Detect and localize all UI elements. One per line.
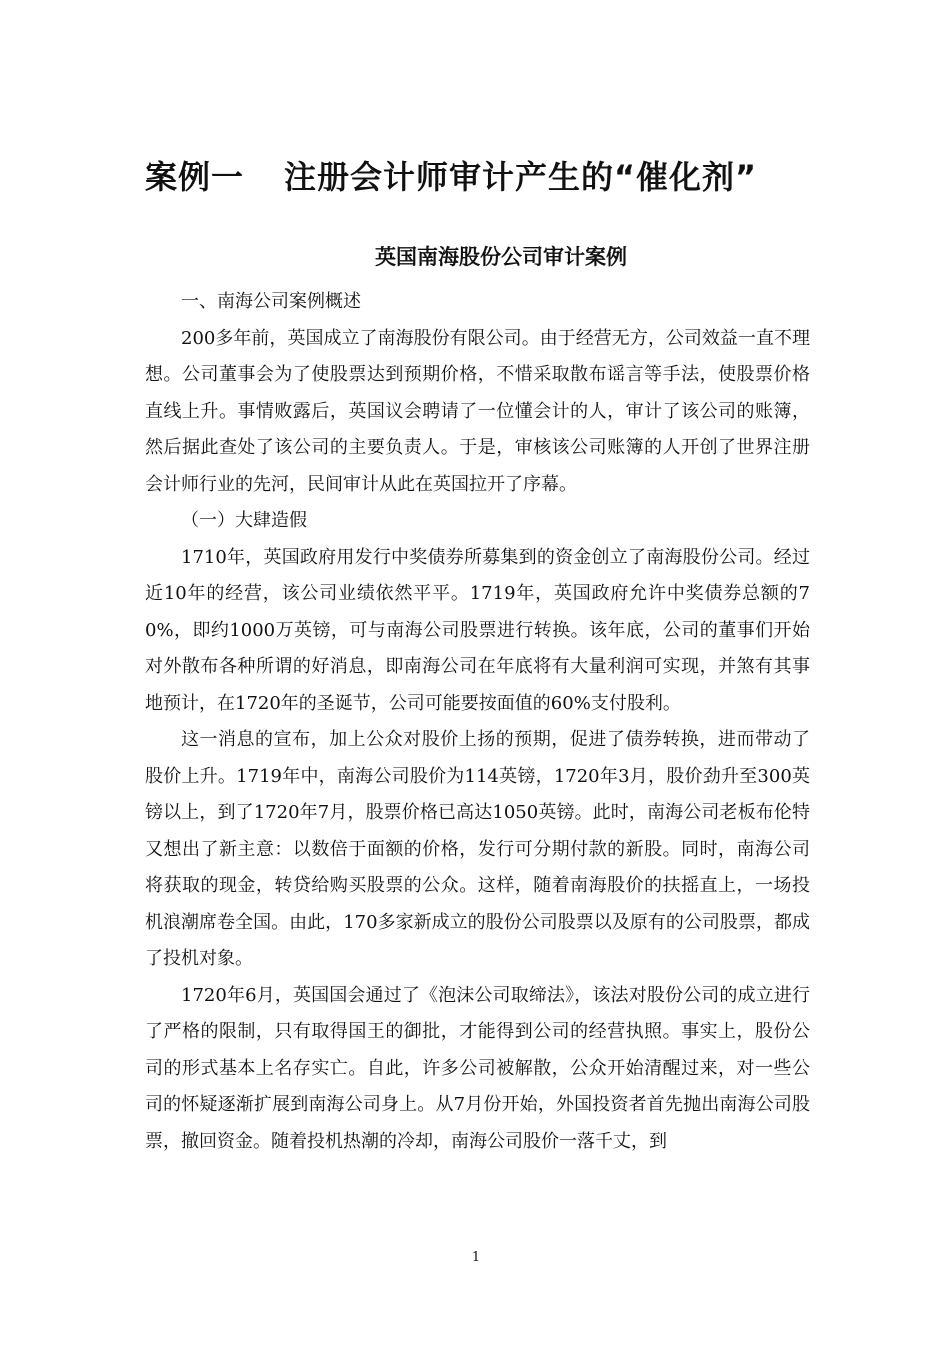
subsection-heading: （一）大肆造假 <box>181 510 307 531</box>
paragraph: 1720年6月，英国国会通过了《泡沫公司取缔法》，该法对股份公司的成立进行了严格的限制，只有取得国王的御批，才能得到公司的经营执照。事实上，股份公司的形式基本上名存实亡。自此，许多公司被解散，公众开始清醒过来，对一些公司的怀疑逐渐扩展到南海公司身上。从7月份开始，外国投资者首先抛出南海公司股票，撤回资金。随着投机热潮的冷却，南海公司股价一落千丈，到 <box>145 984 810 1152</box>
chapter-title: 注册会计师审计产生的“催化剂” <box>284 158 758 196</box>
chapter-label: 案例一 <box>145 158 245 196</box>
chapter-heading <box>145 152 757 198</box>
section-heading-overview: 一、南海公司案例概述 <box>181 291 361 312</box>
case-title: 英国南海股份公司审计案例 <box>375 245 627 269</box>
paragraph: 200多年前，英国成立了南海股份有限公司。由于经营无方，公司效益一直不理想。公司董事会为了使股票达到预期价格，不惜采取散布谣言等手法，使股票价格直线上升。事情败露后，英国议会聘请了一位懂会计的人，审计了该公司的账簿，然后据此查处了该公司的主要负责人。于是，审核该公司账簿的人开创了世界注册会计师行业的先河，民间审计从此在英国拉开了序幕。 <box>145 327 810 495</box>
paragraph: 这一消息的宣布，加上公众对股价上扬的预期，促进了债券转换，进而带动了股价上升。1719年中，南海公司股价为114英镑，1720年3月，股价劲升至300英镑以上，到了1720年7月，股票价格已高达1050英镑。此时，南海公司老板布伦特又想出了新主意：以数倍于面额的价格，发行可分期付款的新股。同时，南海公司将获取的现金，转贷给购买股票的公众。这样，随着南海股价的扶摇直上，一场投机浪潮席卷全国。由此，170多家新成立的股份公司股票以及原有的公司股票，都成了投机对象。 <box>145 729 810 969</box>
page-number: 1 <box>471 1250 481 1265</box>
paragraph: 1710年，英国政府用发行中奖债券所募集到的资金创立了南海股份公司。经过近10年的经营，该公司业绩依然平平。1719年，英国政府允许中奖债券总额的70%，即约1000万英镑，可与南海公司股票进行转换。该年底，公司的董事们开始对外散布各种所谓的好消息，即南海公司在年底将有大量利润可实现，并煞有其事地预计，在1720年的圣诞节，公司可能要按面值的60%支付股利。 <box>145 546 810 714</box>
body-text <box>145 284 810 1160</box>
